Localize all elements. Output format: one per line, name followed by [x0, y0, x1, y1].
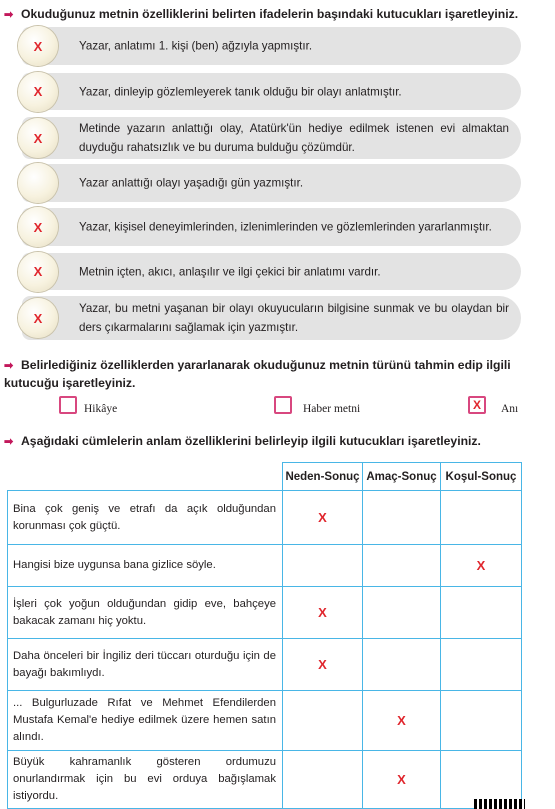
x-mark: X: [33, 219, 43, 235]
sentence-cell: Büyük kahramanlık gösteren ordumuzu onurlandırmak için bu evi orduya bağışlamak istiyordu.: [8, 751, 283, 809]
statement-item-5: [22, 208, 521, 246]
table-row: [8, 691, 522, 751]
answer-circle[interactable]: [18, 298, 58, 338]
mark-cell[interactable]: X: [283, 587, 363, 639]
arrow-icon: ➡: [4, 360, 14, 372]
sentence-cell: ... Bulgurluzade Rıfat ve Mehmet Efendilerden Mustafa Kemal'e hediye edilmek üzere hemen satın alındı.: [8, 691, 283, 751]
table-row: [8, 639, 522, 691]
header-amac-sonuc: Amaç-Sonuç: [363, 463, 441, 491]
header-kosul-sonuc: Koşul-Sonuç: [441, 463, 522, 491]
mark-cell[interactable]: [441, 639, 522, 691]
mark-cell[interactable]: X: [283, 639, 363, 691]
arrow-icon: ➡: [4, 9, 14, 21]
x-mark: [274, 396, 292, 414]
question-1-text: Okuduğunuz metnin özelliklerini belirten ifadelerin başındaki kutucukları işaretleyiniz.: [21, 7, 519, 21]
answer-circle[interactable]: [18, 207, 58, 247]
table-row: [8, 587, 522, 639]
mark-cell[interactable]: [363, 545, 441, 587]
mark-cell[interactable]: [363, 491, 441, 545]
question-2-text: Belirlediğiniz özelliklerden yararlanarak okuduğunuz metnin türünü tahmin edip ilgili kutucuğu işaretleyiniz.: [4, 358, 511, 390]
statement-item-4: [22, 164, 521, 202]
option-label: Anı: [501, 403, 519, 415]
statement-item-6: [22, 253, 521, 290]
statement-text: Yazar anlattığı olayı yaşadığı gün yazmıştır.: [79, 176, 304, 190]
answer-circle[interactable]: [18, 72, 58, 112]
statement-text: Yazar, kişisel deneyimlerinden, izlenimlerinden ve gözlemlerinden yararlanmıştır.: [79, 220, 492, 234]
answer-circle[interactable]: [18, 118, 58, 158]
statement-text: Yazar, dinleyip gözlemleyerek tanık olduğu bir olayı anlatmıştır.: [79, 85, 402, 98]
statement-item-1: [22, 27, 521, 65]
answer-circle[interactable]: [18, 163, 58, 203]
table-header-blank: [8, 463, 283, 491]
sentence-cell: Hangisi bize uygunsa bana gizlice söyle.: [8, 545, 283, 587]
x-mark: [18, 163, 58, 203]
qr-code-icon: [474, 799, 525, 809]
mark-cell[interactable]: [363, 639, 441, 691]
meaning-table: [7, 462, 522, 809]
mark-cell[interactable]: [283, 691, 363, 751]
mark-cell[interactable]: [441, 491, 522, 545]
option-label: Haber metni: [303, 403, 361, 415]
question-2: [4, 357, 524, 392]
answer-circle[interactable]: [18, 252, 58, 292]
x-mark: X: [33, 84, 43, 99]
mark-cell[interactable]: X: [363, 751, 441, 809]
sentence-cell: İşleri çok yoğun olduğundan gidip eve, bahçeye bakacak zamanı hiç yoktu.: [8, 587, 283, 639]
statement-text: Yazar, anlatımı 1. kişi (ben) ağzıyla yapmıştır.: [79, 39, 313, 53]
statement-item-7: [22, 296, 521, 340]
sentence-cell: Bina çok geniş ve etrafı da açık olduğundan korunması çok güçtü.: [8, 491, 283, 545]
x-mark: [59, 396, 77, 414]
mark-cell[interactable]: X: [363, 691, 441, 751]
x-mark: X: [33, 310, 43, 326]
mark-cell[interactable]: [363, 587, 441, 639]
mark-cell[interactable]: X: [441, 545, 522, 587]
table-row: [8, 491, 522, 545]
arrow-icon: ➡: [4, 436, 14, 448]
x-mark: X: [33, 264, 43, 279]
question-3-text: Aşağıdaki cümlelerin anlam özelliklerini belirleyip ilgili kutucukları işaretleyiniz.: [21, 434, 481, 448]
answer-circle[interactable]: [18, 26, 58, 66]
statement-text: Metinde yazarın anlattığı olay, Atatürk'ün hediye edilmek istenen evi almaktan duyduğu rahatsızlık ve bu duruma bulduğu çözümdür.: [79, 122, 509, 154]
x-mark: X: [472, 398, 481, 412]
statement-text: Yazar, bu metni yaşanan bir olayı okuyucuların bilgisine sunmak ve bu olaydan bir ders çıkarmalarını sağlamak için yazmıştır.: [79, 302, 509, 334]
table-row: [8, 545, 522, 587]
header-neden-sonuc: Neden-Sonuç: [283, 463, 363, 491]
question-1: [4, 6, 518, 24]
mark-cell[interactable]: [441, 691, 522, 751]
mark-cell[interactable]: [283, 751, 363, 809]
statement-text: Metnin içten, akıcı, anlaşılır ve ilgi çekici bir anlatımı vardır.: [79, 265, 381, 278]
question-3: [4, 433, 481, 451]
x-mark: X: [33, 38, 43, 54]
mark-cell[interactable]: X: [283, 491, 363, 545]
x-mark: X: [33, 130, 43, 146]
mark-cell[interactable]: [441, 587, 522, 639]
statement-item-3: [22, 117, 521, 159]
table-row: [8, 751, 522, 809]
mark-cell[interactable]: [283, 545, 363, 587]
table-header-row: [8, 463, 522, 491]
statement-item-2: [22, 73, 521, 110]
option-label: Hikâye: [84, 403, 118, 415]
sentence-cell: Daha önceleri bir İngiliz deri tüccarı oturduğu için de bayağı bakımlıydı.: [8, 639, 283, 691]
